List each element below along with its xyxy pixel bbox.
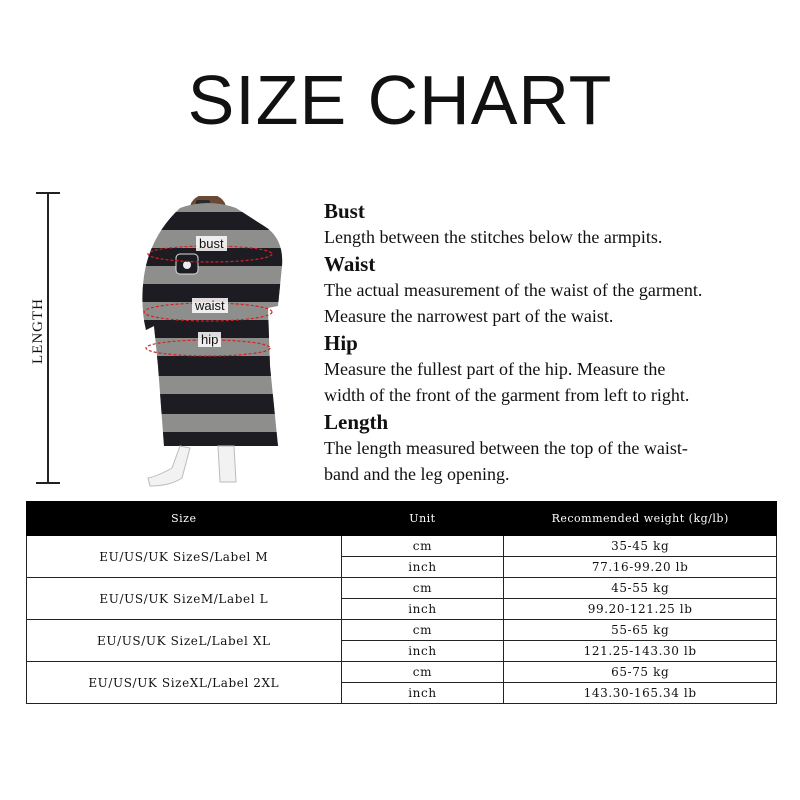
header-weight: Recommended weight (kg/lb) <box>504 502 777 536</box>
weight-cell: 55-65 kg <box>504 620 777 641</box>
ruler-line <box>47 192 49 484</box>
weight-cell: 143.30-165.34 lb <box>504 683 777 704</box>
header-size: Size <box>27 502 342 536</box>
desc-line: band and the leg opening. <box>324 464 510 484</box>
length-ruler <box>28 192 68 484</box>
weight-cell: 99.20-121.25 lb <box>504 599 777 620</box>
desc-line: Measure the narrowest part of the waist. <box>324 306 614 326</box>
unit-cell: cm <box>341 578 504 599</box>
garment-model-illustration <box>118 196 298 490</box>
unit-cell: inch <box>341 557 504 578</box>
table-row <box>27 620 777 641</box>
size-cell: EU/US/UK SizeM/Label L <box>27 578 342 620</box>
definition-bust <box>324 198 789 251</box>
weight-cell: 77.16-99.20 lb <box>504 557 777 578</box>
size-cell: EU/US/UK SizeL/Label XL <box>27 620 342 662</box>
weight-cell: 65-75 kg <box>504 662 777 683</box>
unit-cell: inch <box>341 641 504 662</box>
size-table <box>26 501 777 704</box>
table-row <box>27 536 777 557</box>
unit-cell: cm <box>341 662 504 683</box>
table-row <box>27 662 777 683</box>
page-title: SIZE CHART <box>187 61 613 139</box>
term-bust: Bust <box>324 199 365 223</box>
unit-cell: inch <box>341 599 504 620</box>
bust-label: bust <box>196 236 227 251</box>
size-cell: EU/US/UK SizeXL/Label 2XL <box>27 662 342 704</box>
right-leg <box>218 446 236 482</box>
hip-label: hip <box>198 332 221 347</box>
ruler-label: LENGTH <box>29 291 47 371</box>
ruler-bottom-cap <box>36 482 60 484</box>
unit-cell: cm <box>341 620 504 641</box>
table-header-row <box>27 502 777 536</box>
unit-cell: cm <box>341 536 504 557</box>
definition-hip <box>324 330 789 409</box>
desc-line: The actual measurement of the waist of the garment. <box>324 279 703 300</box>
desc-line: width of the front of the garment from left to right. <box>324 385 690 405</box>
desc-line: Length between the stitches below the armpits. <box>324 227 663 247</box>
size-cell: EU/US/UK SizeS/Label M <box>27 536 342 578</box>
table-row <box>27 578 777 599</box>
weight-cell: 121.25-143.30 lb <box>504 641 777 662</box>
term-waist: Waist <box>324 251 376 276</box>
desc-line: Measure the fullest part of the hip. Measure the <box>324 358 666 379</box>
term-length: Length <box>324 409 389 434</box>
definition-waist <box>324 251 789 330</box>
weight-cell: 45-55 kg <box>504 578 777 599</box>
waist-label: waist <box>192 298 228 313</box>
definition-length <box>324 409 789 488</box>
weight-cell: 35-45 kg <box>504 536 777 557</box>
header-unit: Unit <box>341 502 504 536</box>
term-hip: Hip <box>324 330 358 355</box>
unit-cell: inch <box>341 683 504 704</box>
measurement-definitions <box>324 198 789 488</box>
left-leg <box>148 446 190 486</box>
desc-line: The length measured between the top of the waist- <box>324 437 688 458</box>
